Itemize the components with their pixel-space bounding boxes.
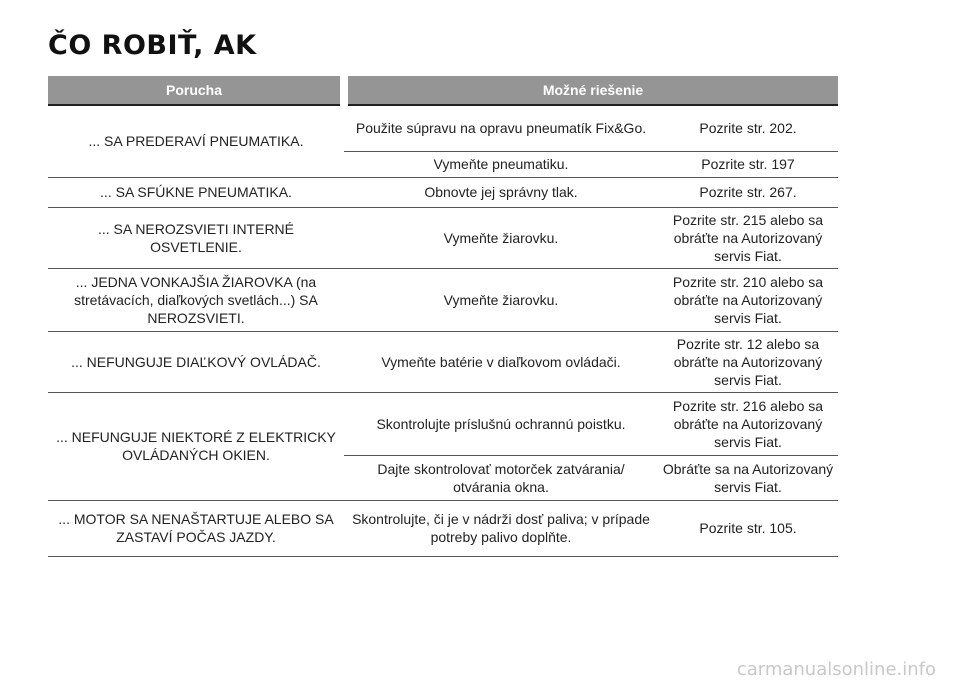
page-title: ČO ROBIŤ, AK [48, 30, 257, 61]
action-cell: Skontrolujte, či je v nádrži dosť paliva; v prípade potreby palivo doplňte. [344, 500, 658, 556]
reference-cell: Pozrite str. 210 alebo sa obráťte na Autorizovaný servis Fiat. [658, 268, 838, 331]
table-row [48, 207, 838, 268]
fault-cell: ... JEDNA VONKAJŠIA ŽIAROVKA (na stretávacích, diaľkových svetlách...) SA NEROZSVIETI. [48, 268, 344, 331]
action-cell: Obnovte jej správny tlak. [344, 177, 658, 207]
action-cell: Vymeňte žiarovku. [344, 207, 658, 268]
action-cell: Vymeňte žiarovku. [344, 268, 658, 331]
fault-column-header: Porucha [48, 76, 344, 105]
watermark: carmanualsonline.info [736, 659, 936, 680]
fault-cell: ... SA PREDERAVÍ PNEUMATIKA. [48, 105, 344, 177]
reference-cell: Pozrite str. 105. [658, 500, 838, 556]
fault-cell: ... MOTOR SA NENAŠTARTUJE ALEBO SA ZASTAVÍ POČAS JAZDY. [48, 500, 344, 556]
reference-cell: Pozrite str. 197 [658, 151, 838, 177]
reference-cell: Pozrite str. 267. [658, 177, 838, 207]
action-cell: Vymeňte pneumatiku. [344, 151, 658, 177]
troubleshooting-table [48, 76, 838, 557]
action-cell: Skontrolujte príslušnú ochrannú poistku. [344, 392, 658, 455]
table-row [48, 177, 838, 207]
fault-cell: ... SA NEROZSVIETI INTERNÉ OSVETLENIE. [48, 207, 344, 268]
fault-cell: ... NEFUNGUJE NIEKTORÉ Z ELEKTRICKY OVLÁDANÝCH OKIEN. [48, 392, 344, 500]
table-row [48, 392, 838, 455]
table-header-row [48, 76, 838, 105]
table-row [48, 105, 838, 151]
solution-column-header: Možné riešenie [344, 76, 838, 105]
table-row [48, 500, 838, 556]
fault-cell: ... NEFUNGUJE DIAĽKOVÝ OVLÁDAČ. [48, 331, 344, 392]
fault-cell: ... SA SFÚKNE PNEUMATIKA. [48, 177, 344, 207]
reference-cell: Pozrite str. 202. [658, 105, 838, 151]
reference-cell: Pozrite str. 215 alebo sa obráťte na Autorizovaný servis Fiat. [658, 207, 838, 268]
table-row [48, 331, 838, 392]
reference-cell: Pozrite str. 12 alebo sa obráťte na Autorizovaný servis Fiat. [658, 331, 838, 392]
table-body [48, 105, 838, 556]
reference-cell: Pozrite str. 216 alebo sa obráťte na Autorizovaný servis Fiat. [658, 392, 838, 455]
reference-cell: Obráťte sa na Autorizovaný servis Fiat. [658, 455, 838, 500]
table-row [48, 268, 838, 331]
action-cell: Dajte skontrolovať motorček zatvárania/ otvárania okna. [344, 455, 658, 500]
action-cell: Vymeňte batérie v diaľkovom ovládači. [344, 331, 658, 392]
action-cell: Použite súpravu na opravu pneumatík Fix&Go. [344, 105, 658, 151]
